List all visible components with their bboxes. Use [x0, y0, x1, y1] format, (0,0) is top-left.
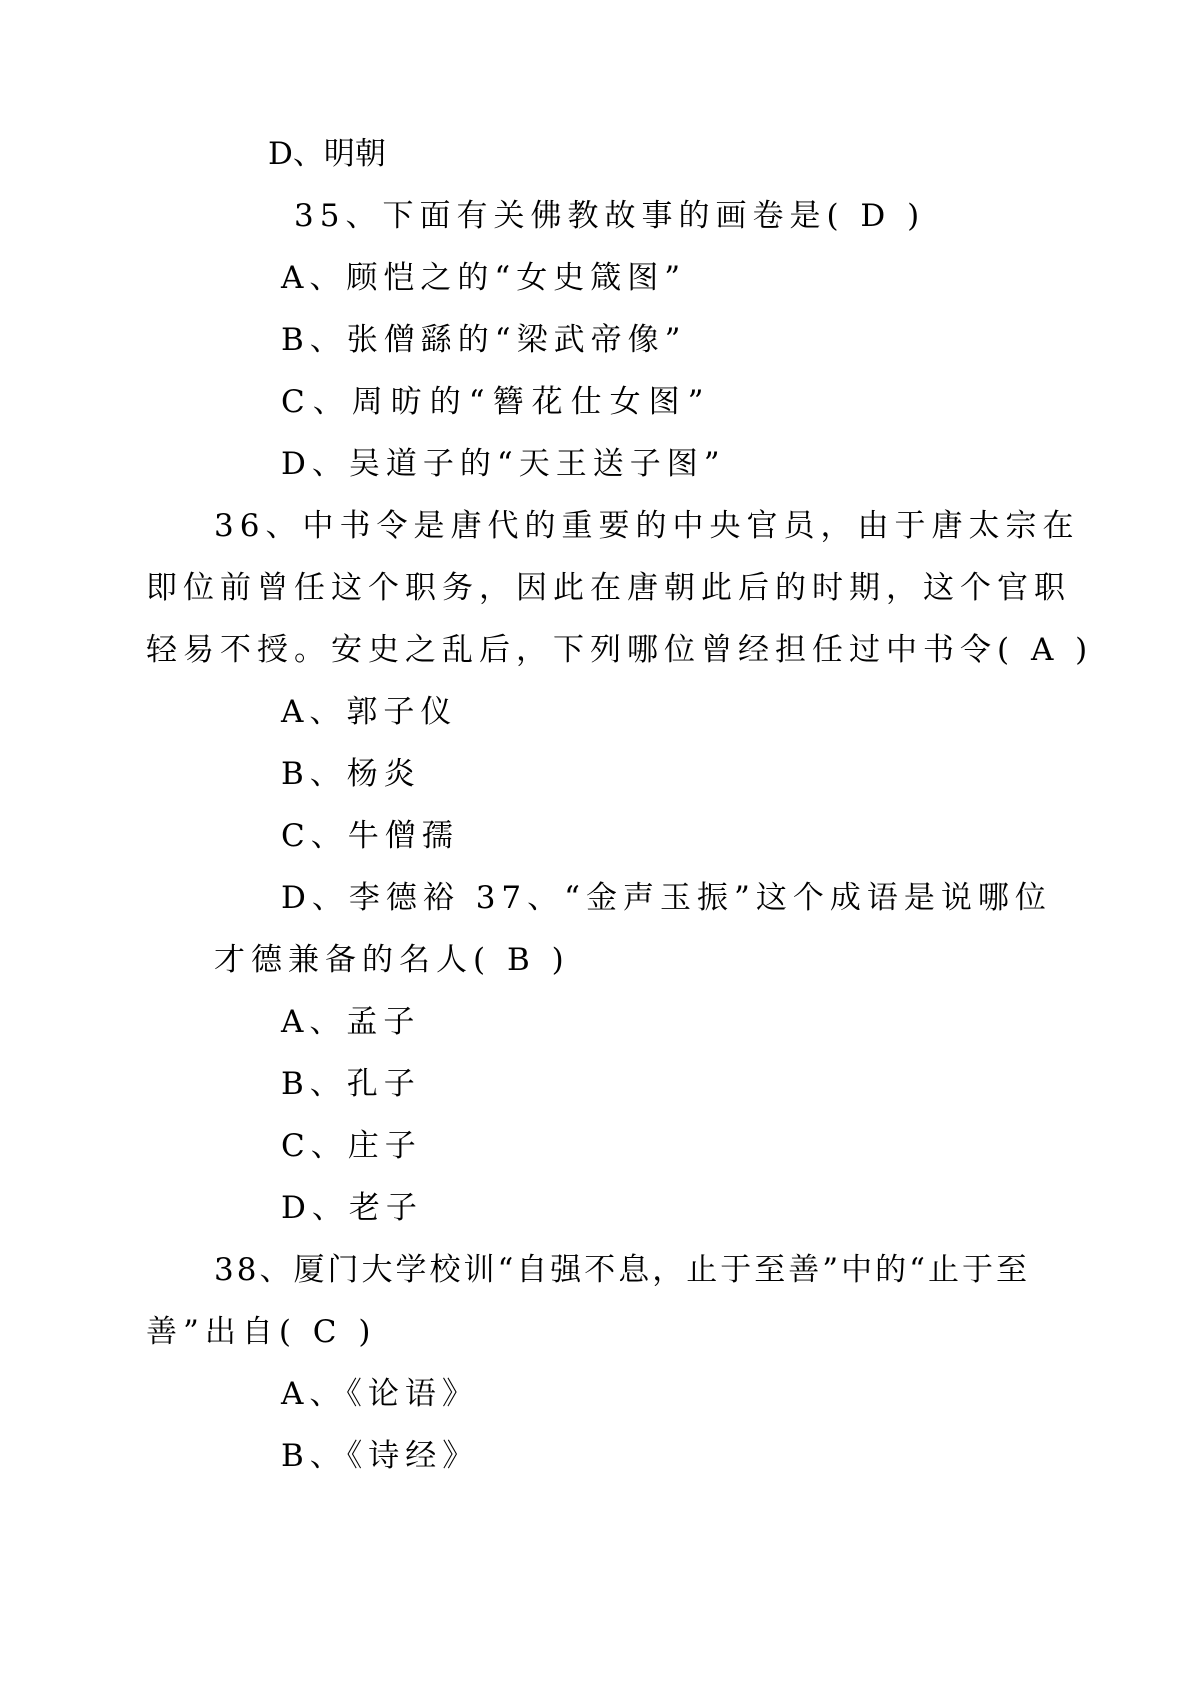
- q36-option-d-q37-question: D、李德裕 37、“金声玉振”这个成语是说哪位: [281, 880, 1052, 916]
- q37-option-b: B、孔子: [281, 1066, 421, 1102]
- q37-question-line-2: 才德兼备的名人( B ): [214, 942, 570, 978]
- q34-option-d: D、明朝: [268, 136, 386, 172]
- q38-question-line-2: 善”出自( C ): [146, 1314, 377, 1350]
- q35-option-a: A、顾恺之的“女史箴图”: [281, 260, 687, 296]
- q37-option-a: A、孟子: [281, 1004, 421, 1040]
- q38-option-a: A、《论语》: [281, 1376, 479, 1412]
- q36-option-c: C、牛僧孺: [281, 818, 459, 854]
- q36-option-b: B、杨炎: [281, 756, 421, 792]
- q37-option-c: C、庄子: [281, 1128, 422, 1164]
- q35-question: 35、下面有关佛教故事的画卷是( D ): [294, 198, 926, 234]
- q37-option-d: D、老子: [281, 1190, 423, 1226]
- q35-option-d: D、吴道子的“天王送子图”: [281, 446, 726, 482]
- q36-question-line-3: 轻易不授。安史之乱后，下列哪位曾经担任过中书令( A ): [146, 632, 1094, 668]
- q35-option-b: B、张僧繇的“梁武帝像”: [281, 322, 687, 358]
- q35-option-c: C、周昉的“簪花仕女图”: [281, 384, 712, 420]
- q36-option-a: A、郭子仪: [281, 694, 458, 730]
- q38-option-b: B、《诗经》: [281, 1438, 480, 1474]
- q36-question-line-1: 36、中书令是唐代的重要的中央官员，由于唐太宗在: [214, 508, 1080, 544]
- q38-question-line-1: 38、厦门大学校训“自强不息，止于至善”中的“止于至: [214, 1252, 1030, 1288]
- q36-question-line-2: 即位前曾任这个职务，因此在唐朝此后的时期，这个官职: [146, 570, 1071, 606]
